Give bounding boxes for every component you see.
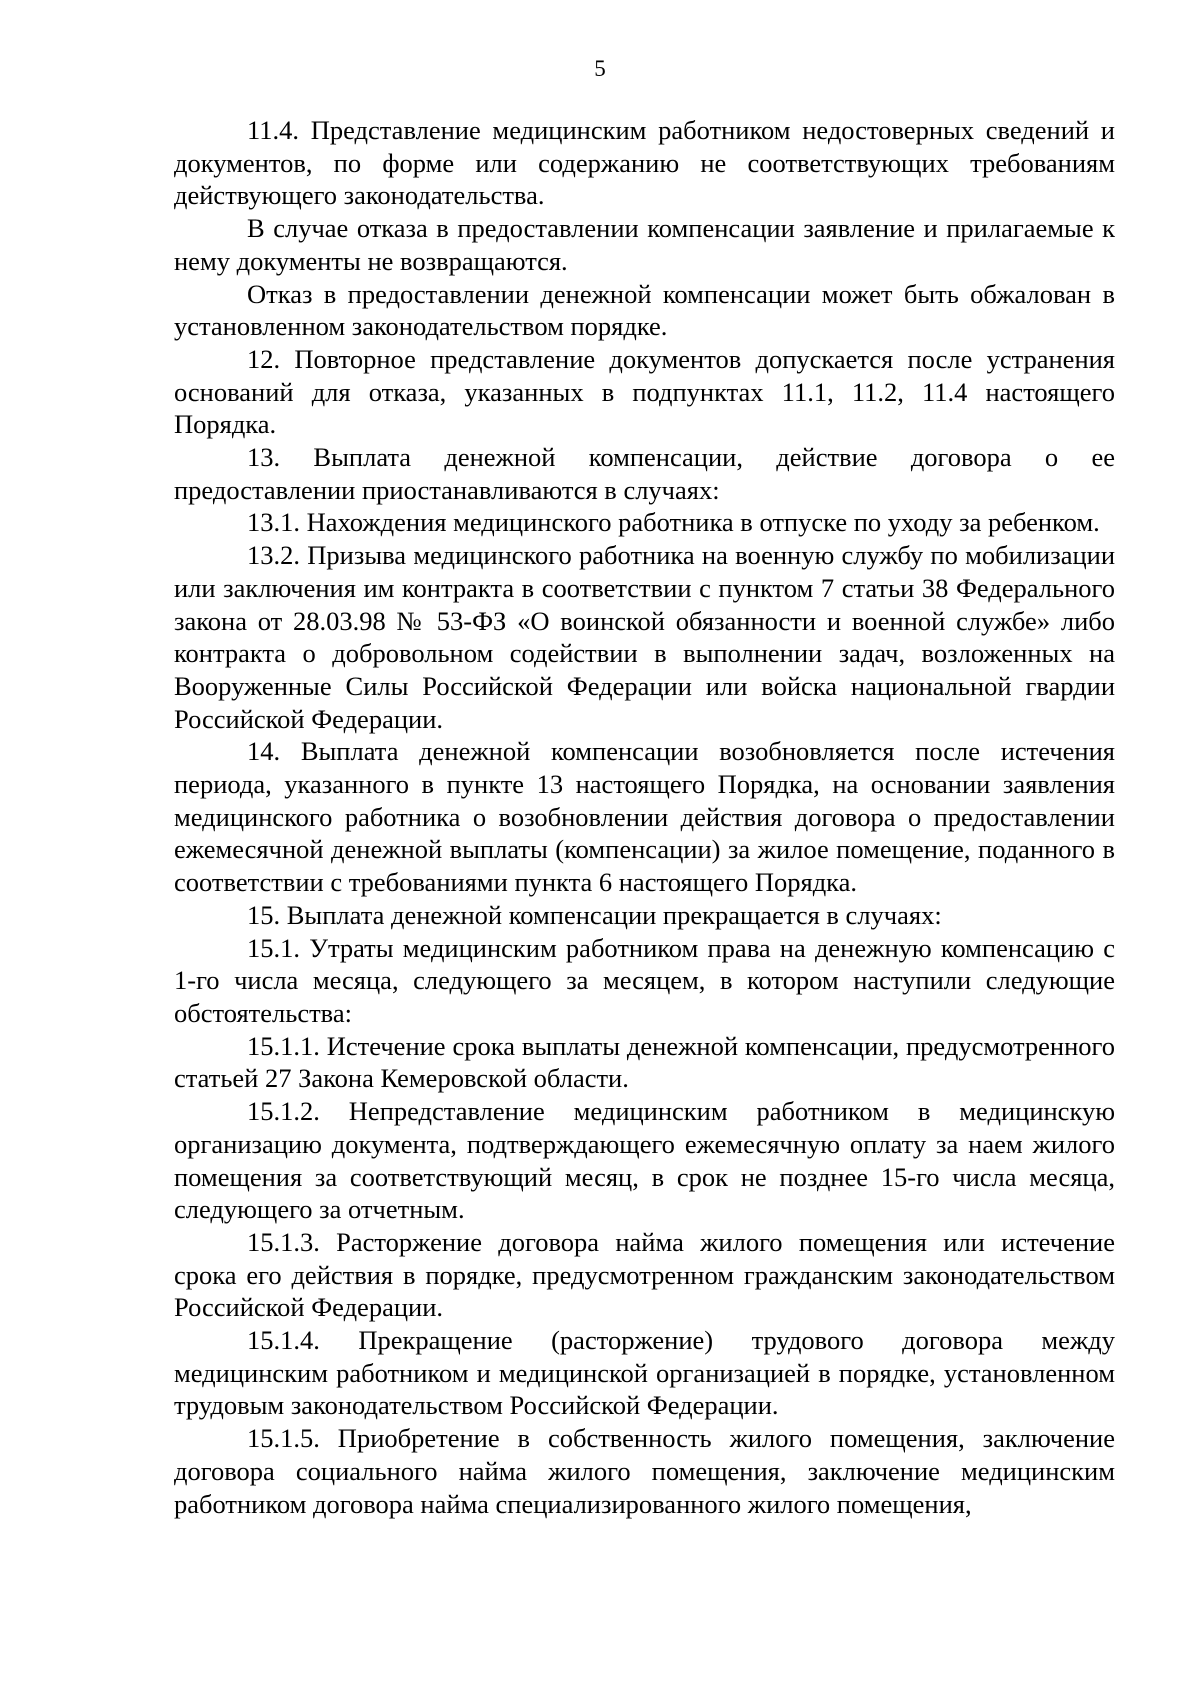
paragraph-15-1-2: 15.1.2. Непредставление медицинским работником в медицинскую организацию документа, подтверждающего ежемесячную оплату за наем жилого помещения за соответствующий месяц, в срок не позднее 15-го числа месяца, следующего за отчетным. [174, 1096, 1115, 1225]
paragraph-13-1: 13.1. Нахождения медицинского работника в отпуске по уходу за ребенком. [247, 507, 1100, 538]
paragraph-13-2: 13.2. Призыва медицинского работника на военную службу по мобилизации или заключения им контракта в соответствии с пунктом 7 статьи 38 Федерального закона от 28.03.98 № 53-ФЗ «О воинской обязанности и военной службе» либо контракта о добровольном содействии в выполнении задач, возложенных на Вооруженные Силы Российской Федерации или войска национальной гвардии Российской Федерации. [174, 540, 1115, 734]
paragraph-14: 14. Выплата денежной компенсации возобновляется после истечения периода, указанного в пункте 13 настоящего Порядка, на основании заявления медицинского работника о возобновлении действия договора о предоставлении ежемесячной денежной выплаты (компенсации) за жилое помещение, поданного в соответствии с требованиями пункта 6 настоящего Порядка. [174, 736, 1115, 898]
paragraph-15-1-4: 15.1.4. Прекращение (расторжение) трудового договора между медицинским работником и медицинской организацией в порядке, установленном трудовым законодательством Российской Федерации. [174, 1325, 1115, 1421]
paragraph-13: 13. Выплата денежной компенсации, действие договора о ее предоставлении приостанавливаются в случаях: [174, 442, 1115, 505]
paragraph-refusal-appeal: Отказ в предоставлении денежной компенсации может быть обжалован в установленном законодательством порядке. [174, 278, 1115, 342]
document-body [174, 114, 1115, 1520]
paragraph-refusal-documents: В случае отказа в предоставлении компенсации заявление и прилагаемые к нему документы не возвращаются. [174, 213, 1115, 276]
paragraph-11-4: 11.4. Представление медицинским работником недостоверных сведений и документов, по форме или содержанию не соответствующих требованиям действующего законодательства. [174, 115, 1115, 211]
page-number: 5 [594, 56, 606, 81]
paragraph-12: 12. Повторное представление документов допускается после устранения оснований для отказа, указанных в подпунктах 11.1, 11.2, 11.4 настоящего Порядка. [174, 343, 1115, 440]
paragraph-15: 15. Выплата денежной компенсации прекращается в случаях: [247, 899, 942, 930]
paragraph-15-1-5: 15.1.5. Приобретение в собственность жилого помещения, заключение договора социального найма жилого помещения, заключение медицинским работником договора найма специализированного жилого помещения, [174, 1423, 1115, 1519]
paragraph-15-1-1: 15.1.1. Истечение срока выплаты денежной компенсации, предусмотренного статьей 27 Закона Кемеровской области. [174, 1030, 1115, 1094]
paragraph-15-1-3: 15.1.3. Расторжение договора найма жилого помещения или истечение срока его действия в порядке, предусмотренном гражданским законодательством Российской Федерации. [174, 1226, 1115, 1323]
paragraph-15-1: 15.1. Утраты медицинским работником права на денежную компенсацию с 1-го числа месяца, следующего за месяцем, в котором наступили следующие обстоятельства: [174, 932, 1115, 1028]
